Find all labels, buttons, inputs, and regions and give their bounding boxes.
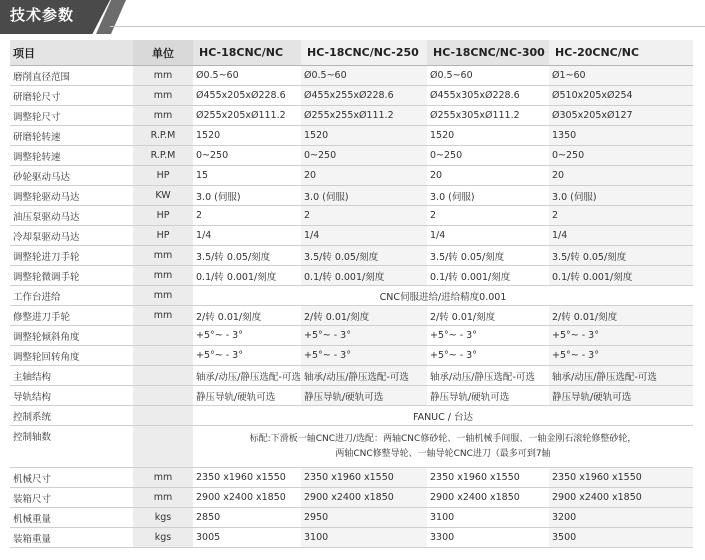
- row-value-model-2: 3.0 (伺服): [301, 186, 427, 206]
- row-value-all-models: FANUC / 台达: [193, 406, 693, 426]
- section-title: 技术参数: [10, 6, 75, 24]
- row-value-model-2: +5°~ - 3°: [301, 326, 427, 346]
- spec-table: [10, 40, 693, 548]
- row-value-model-3: 2/转 0.01/刻度: [427, 306, 549, 326]
- row-unit: [133, 426, 193, 468]
- row-unit: kgs: [133, 528, 193, 548]
- row-value-all-models: CNC伺服进给/进给精度0.001: [193, 286, 693, 306]
- table-row: [10, 226, 693, 246]
- row-value-model-4: 20: [549, 166, 693, 186]
- row-value-model-3: +5°~ - 3°: [427, 346, 549, 366]
- row-unit: R.P.M: [133, 146, 193, 166]
- row-value-model-1: 3.5/转 0.05/刻度: [193, 246, 301, 266]
- row-value-model-2: 静压导轨/硬轨可选: [301, 386, 427, 406]
- row-unit: mm: [133, 106, 193, 126]
- row-label: 机械尺寸: [10, 468, 133, 488]
- row-value-model-4: 3.0 (伺服): [549, 186, 693, 206]
- row-value-model-4: +5°~ - 3°: [549, 326, 693, 346]
- table-row: [10, 366, 693, 386]
- row-value-model-2: 2/转 0.01/刻度: [301, 306, 427, 326]
- row-value-model-2: 0~250: [301, 146, 427, 166]
- row-unit: mm: [133, 286, 193, 306]
- row-value-model-3: Ø255x305xØ111.2: [427, 106, 549, 126]
- row-label: 调整轮进刀手轮: [10, 246, 133, 266]
- row-value-model-4: 2900 x2400 x1850: [549, 488, 693, 508]
- row-label: 油压泵驱动马达: [10, 206, 133, 226]
- row-value-model-3: 2: [427, 206, 549, 226]
- table-row: [10, 386, 693, 406]
- row-label: 装箱重量: [10, 528, 133, 548]
- row-value-model-4: Ø305x205xØ127: [549, 106, 693, 126]
- row-value-model-1: Ø255x205xØ111.2: [193, 106, 301, 126]
- row-value-model-1: 0~250: [193, 146, 301, 166]
- row-value-model-1: 2: [193, 206, 301, 226]
- row-value-model-3: 3300: [427, 528, 549, 548]
- row-value-model-1: 0.1/转 0.001/刻度: [193, 266, 301, 286]
- row-value-model-2: 1520: [301, 126, 427, 146]
- row-label: 装箱尺寸: [10, 488, 133, 508]
- table-row: [10, 206, 693, 226]
- row-value-model-4: 2: [549, 206, 693, 226]
- row-label: 控制系统: [10, 406, 133, 426]
- row-value-model-3: 轴承/动压/静压选配-可选: [427, 366, 549, 386]
- table-header-row: [10, 40, 693, 66]
- row-value-model-2: 2350 x1960 x1550: [301, 468, 427, 488]
- row-value-model-2: Ø255x255xØ111.2: [301, 106, 427, 126]
- row-value-model-4: 1/4: [549, 226, 693, 246]
- header-model-1: HC-18CNC/NC: [193, 40, 301, 66]
- row-unit: mm: [133, 266, 193, 286]
- row-value-model-4: Ø1~60: [549, 66, 693, 86]
- row-value-model-3: 3.5/转 0.05/刻度: [427, 246, 549, 266]
- row-value-model-4: 静压导轨/硬轨可选: [549, 386, 693, 406]
- row-unit: mm: [133, 468, 193, 488]
- row-value-model-3: 3.0 (伺服): [427, 186, 549, 206]
- row-unit: [133, 386, 193, 406]
- row-value-model-3: 1/4: [427, 226, 549, 246]
- row-unit: R.P.M: [133, 126, 193, 146]
- control-axes-note: [196, 432, 690, 462]
- row-unit: mm: [133, 488, 193, 508]
- row-label: 调整轮驱动马达: [10, 186, 133, 206]
- row-value-model-4: 3500: [549, 528, 693, 548]
- row-label: 冷却泵驱动马达: [10, 226, 133, 246]
- row-value-model-2: 0.1/转 0.001/刻度: [301, 266, 427, 286]
- row-value-model-1: 1520: [193, 126, 301, 146]
- row-unit: mm: [133, 306, 193, 326]
- row-unit: [133, 406, 193, 426]
- row-value-model-1: 3005: [193, 528, 301, 548]
- row-value-model-1: Ø455x205xØ228.6: [193, 86, 301, 106]
- table-row: [10, 166, 693, 186]
- table-row: [10, 468, 693, 488]
- header-item: 项目: [10, 40, 133, 66]
- table-row: [10, 186, 693, 206]
- row-unit: mm: [133, 66, 193, 86]
- row-unit: mm: [133, 86, 193, 106]
- row-value-model-2: 1/4: [301, 226, 427, 246]
- row-value-all-models: [193, 426, 693, 468]
- table-row: [10, 146, 693, 166]
- row-value-model-2: 3100: [301, 528, 427, 548]
- row-value-model-1: 2900 x2400 x1850: [193, 488, 301, 508]
- header-model-3: HC-18CNC/NC-300: [427, 40, 549, 66]
- row-unit: HP: [133, 206, 193, 226]
- table-row: [10, 126, 693, 146]
- row-value-model-3: 1520: [427, 126, 549, 146]
- row-value-model-3: 2900 x2400 x1850: [427, 488, 549, 508]
- row-value-model-3: 2350 x1960 x1550: [427, 468, 549, 488]
- row-unit: KW: [133, 186, 193, 206]
- row-label: 机械重量: [10, 508, 133, 528]
- table-row: [10, 426, 693, 468]
- table-row: [10, 306, 693, 326]
- table-row: [10, 106, 693, 126]
- control-axes-note-line: 标配:下滑板一轴CNC进刀/选配：两轴CNC修砂轮、一轴机械手间服、一轴金刚石滚轮修整砂轮，: [249, 433, 637, 444]
- table-row: [10, 528, 693, 548]
- row-value-model-2: +5°~ - 3°: [301, 346, 427, 366]
- row-value-model-1: 2350 x1960 x1550: [193, 468, 301, 488]
- row-value-model-1: 2850: [193, 508, 301, 528]
- row-value-model-3: 3100: [427, 508, 549, 528]
- row-value-model-1: 静压导轨/硬轨可选: [193, 386, 301, 406]
- row-value-model-2: 2900 x2400 x1850: [301, 488, 427, 508]
- row-label: 导轨结构: [10, 386, 133, 406]
- row-label: 调整轮微调手轮: [10, 266, 133, 286]
- row-label: 主轴结构: [10, 366, 133, 386]
- row-label: 工作台进给: [10, 286, 133, 306]
- row-value-model-2: 3.5/转 0.05/刻度: [301, 246, 427, 266]
- row-value-model-1: Ø0.5~60: [193, 66, 301, 86]
- row-unit: [133, 366, 193, 386]
- table-row: [10, 346, 693, 366]
- row-value-model-4: 0~250: [549, 146, 693, 166]
- row-value-model-4: 0.1/转 0.001/刻度: [549, 266, 693, 286]
- row-label: 研磨轮转速: [10, 126, 133, 146]
- row-value-model-2: 20: [301, 166, 427, 186]
- table-row: [10, 246, 693, 266]
- control-axes-note-line: 两轴CNC修整导轮、一轴导轮CNC进刀（最多可到7轴: [335, 448, 551, 459]
- header-model-4: HC-20CNC/NC: [549, 40, 693, 66]
- row-value-model-4: 2/转 0.01/刻度: [549, 306, 693, 326]
- row-value-model-4: 3.5/转 0.05/刻度: [549, 246, 693, 266]
- row-value-model-1: 2/转 0.01/刻度: [193, 306, 301, 326]
- row-value-model-3: 20: [427, 166, 549, 186]
- row-label: 调整轮转速: [10, 146, 133, 166]
- row-label: 研磨轮尺寸: [10, 86, 133, 106]
- header-unit: 单位: [133, 40, 193, 66]
- table-row: [10, 266, 693, 286]
- row-value-model-2: 2950: [301, 508, 427, 528]
- row-unit: kgs: [133, 508, 193, 528]
- table-row: [10, 66, 693, 86]
- table-row: [10, 406, 693, 426]
- row-value-model-1: 15: [193, 166, 301, 186]
- row-value-model-3: Ø0.5~60: [427, 66, 549, 86]
- row-value-model-3: 0~250: [427, 146, 549, 166]
- row-label: 修整进刀手轮: [10, 306, 133, 326]
- row-unit: [133, 346, 193, 366]
- row-value-model-4: 1350: [549, 126, 693, 146]
- row-value-model-3: 静压导轨/硬轨可选: [427, 386, 549, 406]
- row-label: 砂轮驱动马达: [10, 166, 133, 186]
- table-row: [10, 488, 693, 508]
- table-row: [10, 508, 693, 528]
- row-value-model-1: 轴承/动压/静压选配-可选: [193, 366, 301, 386]
- row-label: 控制轴数: [10, 426, 133, 468]
- section-header-rule: [110, 26, 705, 27]
- table-row: [10, 286, 693, 306]
- row-value-model-4: 3200: [549, 508, 693, 528]
- row-value-model-3: +5°~ - 3°: [427, 326, 549, 346]
- row-value-model-2: Ø455x255xØ228.6: [301, 86, 427, 106]
- row-value-model-1: 1/4: [193, 226, 301, 246]
- row-label: 调整轮倾斜角度: [10, 326, 133, 346]
- row-value-model-2: 轴承/动压/静压选配-可选: [301, 366, 427, 386]
- row-value-model-1: +5°~ - 3°: [193, 346, 301, 366]
- table-row: [10, 326, 693, 346]
- row-unit: HP: [133, 226, 193, 246]
- row-value-model-4: 2350 x1960 x1550: [549, 468, 693, 488]
- row-value-model-2: 2: [301, 206, 427, 226]
- row-label: 调整轮尺寸: [10, 106, 133, 126]
- row-value-model-1: +5°~ - 3°: [193, 326, 301, 346]
- header-model-2: HC-18CNC/NC-250: [301, 40, 427, 66]
- row-unit: [133, 326, 193, 346]
- row-value-model-4: Ø510x205xØ254: [549, 86, 693, 106]
- row-value-model-2: Ø0.5~60: [301, 66, 427, 86]
- row-unit: HP: [133, 166, 193, 186]
- row-value-model-4: +5°~ - 3°: [549, 346, 693, 366]
- row-unit: mm: [133, 246, 193, 266]
- row-value-model-3: Ø455x305xØ228.6: [427, 86, 549, 106]
- section-header: [0, 0, 705, 34]
- row-value-model-1: 3.0 (伺服): [193, 186, 301, 206]
- row-value-model-3: 0.1/转 0.001/刻度: [427, 266, 549, 286]
- row-value-model-4: 轴承/动压/静压选配-可选: [549, 366, 693, 386]
- row-label: 磨削直径范围: [10, 66, 133, 86]
- row-label: 调整轮回转角度: [10, 346, 133, 366]
- table-row: [10, 86, 693, 106]
